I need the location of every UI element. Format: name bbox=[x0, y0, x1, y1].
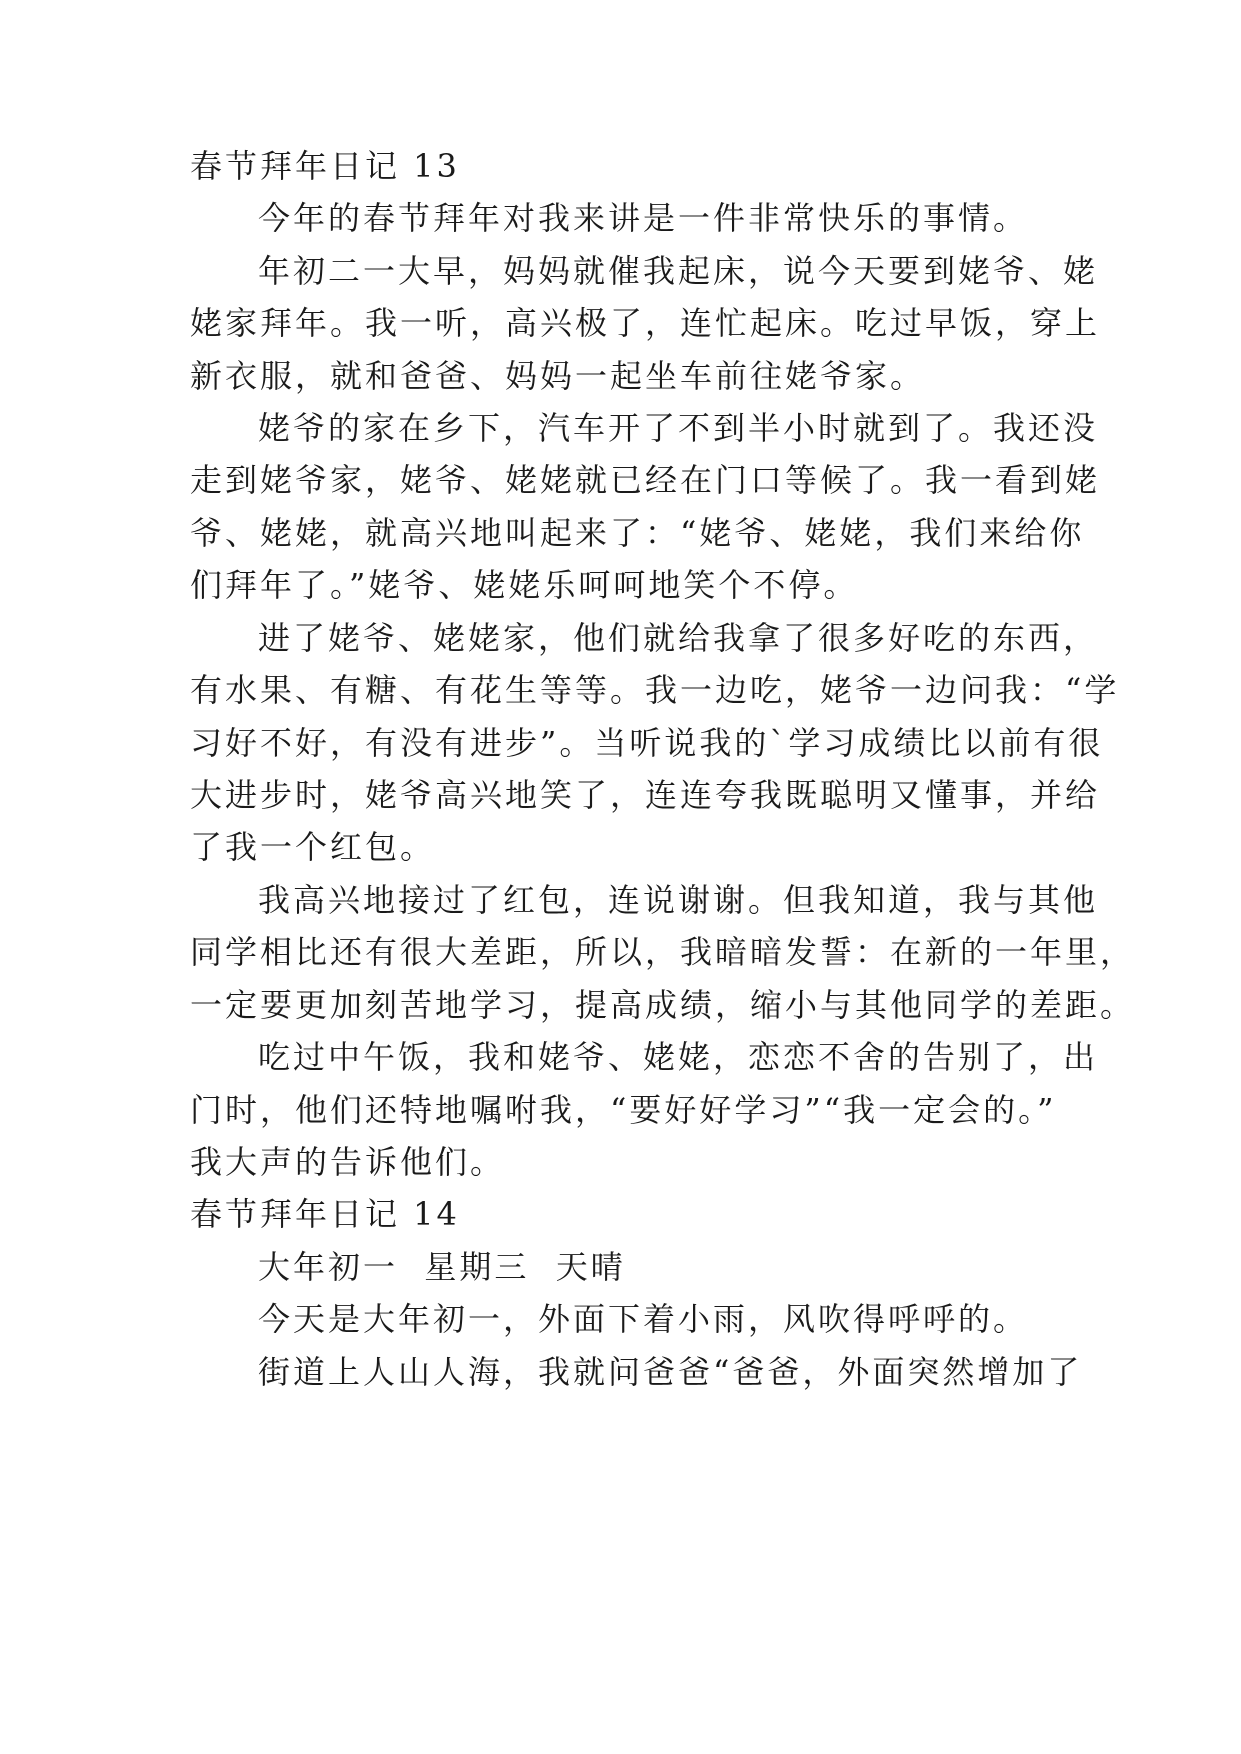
text-line: 我大声的告诉他们。 bbox=[190, 1143, 506, 1181]
text-line: 我高兴地接过了红包，连说谢谢。但我知道，我与其他 bbox=[258, 881, 1099, 919]
text-line: 今年的春节拜年对我来讲是一件非常快乐的事情。 bbox=[258, 199, 1029, 237]
text-line: 大进步时，姥爷高兴地笑了，连连夸我既聪明又懂事，并给 bbox=[190, 776, 1101, 814]
text-line: 吃过中午饭，我和姥爷、姥姥，恋恋不舍的告别了，出 bbox=[258, 1038, 1099, 1076]
section-heading-13: 春节拜年日记 13 bbox=[190, 147, 460, 185]
text-line: 街道上人山人海，我就问爸爸“爸爸，外面突然增加了 bbox=[258, 1353, 1083, 1391]
text-line: 大年初一 星期三 天晴 bbox=[258, 1248, 626, 1286]
text-line: 走到姥爷家，姥爷、姥姥就已经在门口等候了。我一看到姥 bbox=[190, 461, 1101, 499]
text-line: 同学相比还有很大差距，所以，我暗暗发誓：在新的一年里， bbox=[190, 933, 1136, 971]
text-line: 姥家拜年。我一听，高兴极了，连忙起床。吃过早饭，穿上 bbox=[190, 304, 1101, 342]
text-line: 新衣服，就和爸爸、妈妈一起坐车前往姥爷家。 bbox=[190, 357, 926, 395]
text-line: 们拜年了。”姥爷、姥姥乐呵呵地笑个不停。 bbox=[190, 566, 859, 604]
text-line: 习好不好，有没有进步”。当听说我的`学习成绩比以前有很 bbox=[190, 724, 1104, 762]
text-line: 有水果、有糖、有花生等等。我一边吃，姥爷一边问我：“学 bbox=[190, 671, 1120, 709]
text-line: 今天是大年初一，外面下着小雨，风吹得呼呼的。 bbox=[258, 1300, 1029, 1338]
text-line: 爷、姥姥，就高兴地叫起来了：“姥爷、姥姥，我们来给你 bbox=[190, 514, 1085, 552]
text-line: 一定要更加刻苦地学习，提高成绩，缩小与其他同学的差距。 bbox=[190, 986, 1136, 1024]
text-line: 门时，他们还特地嘱咐我，“要好好学习”“我一定会的。” bbox=[190, 1091, 1057, 1129]
section-heading-14: 春节拜年日记 14 bbox=[190, 1195, 460, 1233]
text-line: 年初二一大早，妈妈就催我起床，说今天要到姥爷、姥 bbox=[258, 252, 1099, 290]
text-line: 姥爷的家在乡下，汽车开了不到半小时就到了。我还没 bbox=[258, 409, 1099, 447]
text-line: 进了姥爷、姥姥家，他们就给我拿了很多好吃的东西， bbox=[258, 619, 1099, 657]
text-line: 了我一个红包。 bbox=[190, 828, 436, 866]
